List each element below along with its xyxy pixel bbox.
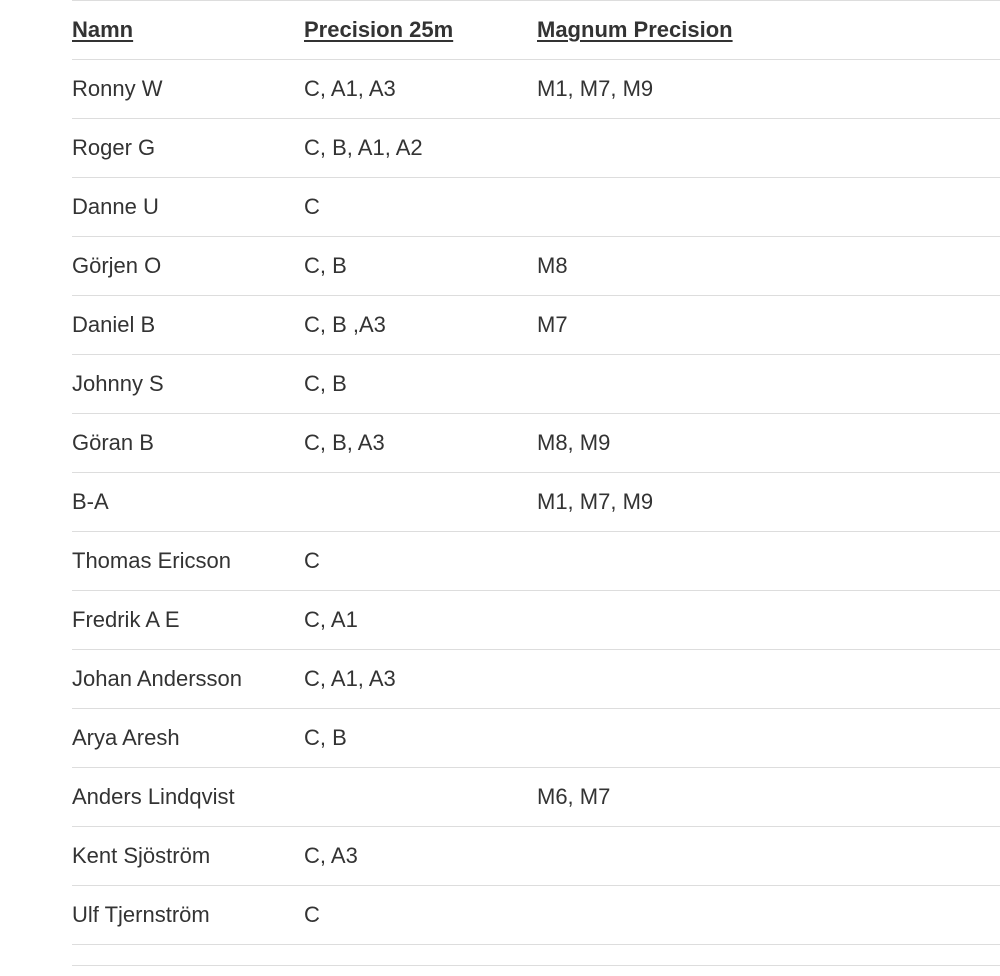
cell-magnum bbox=[537, 532, 1000, 591]
table-row bbox=[72, 296, 1000, 355]
table-row bbox=[72, 532, 1000, 591]
cell-magnum: M1, M7, M9 bbox=[537, 473, 1000, 532]
table-row bbox=[72, 650, 1000, 709]
cell-name: Kent Sjöström bbox=[72, 827, 304, 886]
cell-name: Ronny W bbox=[72, 60, 304, 119]
table-body bbox=[72, 60, 1000, 945]
cell-precision bbox=[304, 473, 537, 532]
cell-name: Anders Lindqvist bbox=[72, 768, 304, 827]
cell-precision: C, B bbox=[304, 237, 537, 296]
cell-precision: C, A1, A3 bbox=[304, 650, 537, 709]
cell-precision: C bbox=[304, 886, 537, 945]
table-row bbox=[72, 355, 1000, 414]
cell-magnum bbox=[537, 355, 1000, 414]
column-header-precision: Precision 25m bbox=[304, 1, 537, 60]
cell-magnum bbox=[537, 827, 1000, 886]
table-row bbox=[72, 60, 1000, 119]
table-header-row bbox=[72, 1, 1000, 60]
table-row bbox=[72, 886, 1000, 945]
cell-name: Fredrik A E bbox=[72, 591, 304, 650]
cell-magnum bbox=[537, 591, 1000, 650]
bottom-divider bbox=[72, 945, 1000, 966]
table-row bbox=[72, 827, 1000, 886]
cell-name: Johan Andersson bbox=[72, 650, 304, 709]
table-row bbox=[72, 414, 1000, 473]
cell-name: B-A bbox=[72, 473, 304, 532]
cell-name: Thomas Ericson bbox=[72, 532, 304, 591]
cell-name: Danne U bbox=[72, 178, 304, 237]
cell-magnum bbox=[537, 178, 1000, 237]
cell-name: Arya Aresh bbox=[72, 709, 304, 768]
cell-name: Johnny S bbox=[72, 355, 304, 414]
cell-name: Görjen O bbox=[72, 237, 304, 296]
cell-magnum: M8, M9 bbox=[537, 414, 1000, 473]
table-row bbox=[72, 237, 1000, 296]
cell-magnum: M1, M7, M9 bbox=[537, 60, 1000, 119]
cell-magnum: M8 bbox=[537, 237, 1000, 296]
cell-precision: C, B, A1, A2 bbox=[304, 119, 537, 178]
column-header-magnum: Magnum Precision bbox=[537, 1, 1000, 60]
cell-precision: C bbox=[304, 532, 537, 591]
cell-precision: C, B ,A3 bbox=[304, 296, 537, 355]
cell-name: Daniel B bbox=[72, 296, 304, 355]
results-table bbox=[72, 1, 1000, 945]
cell-magnum bbox=[537, 650, 1000, 709]
cell-name: Roger G bbox=[72, 119, 304, 178]
cell-magnum bbox=[537, 119, 1000, 178]
cell-precision: C, B bbox=[304, 355, 537, 414]
column-header-name: Namn bbox=[72, 1, 304, 60]
table-row bbox=[72, 768, 1000, 827]
table-row bbox=[72, 178, 1000, 237]
table-row bbox=[72, 119, 1000, 178]
cell-precision: C bbox=[304, 178, 537, 237]
cell-precision: C, A1 bbox=[304, 591, 537, 650]
cell-magnum bbox=[537, 709, 1000, 768]
cell-precision: C, A3 bbox=[304, 827, 537, 886]
cell-precision bbox=[304, 768, 537, 827]
cell-name: Ulf Tjernström bbox=[72, 886, 304, 945]
cell-precision: C, B, A3 bbox=[304, 414, 537, 473]
cell-magnum: M7 bbox=[537, 296, 1000, 355]
cell-magnum: M6, M7 bbox=[537, 768, 1000, 827]
results-table-container bbox=[72, 0, 1000, 966]
table-row bbox=[72, 473, 1000, 532]
table-row bbox=[72, 591, 1000, 650]
cell-precision: C, B bbox=[304, 709, 537, 768]
cell-precision: C, A1, A3 bbox=[304, 60, 537, 119]
cell-magnum bbox=[537, 886, 1000, 945]
table-row bbox=[72, 709, 1000, 768]
cell-name: Göran B bbox=[72, 414, 304, 473]
